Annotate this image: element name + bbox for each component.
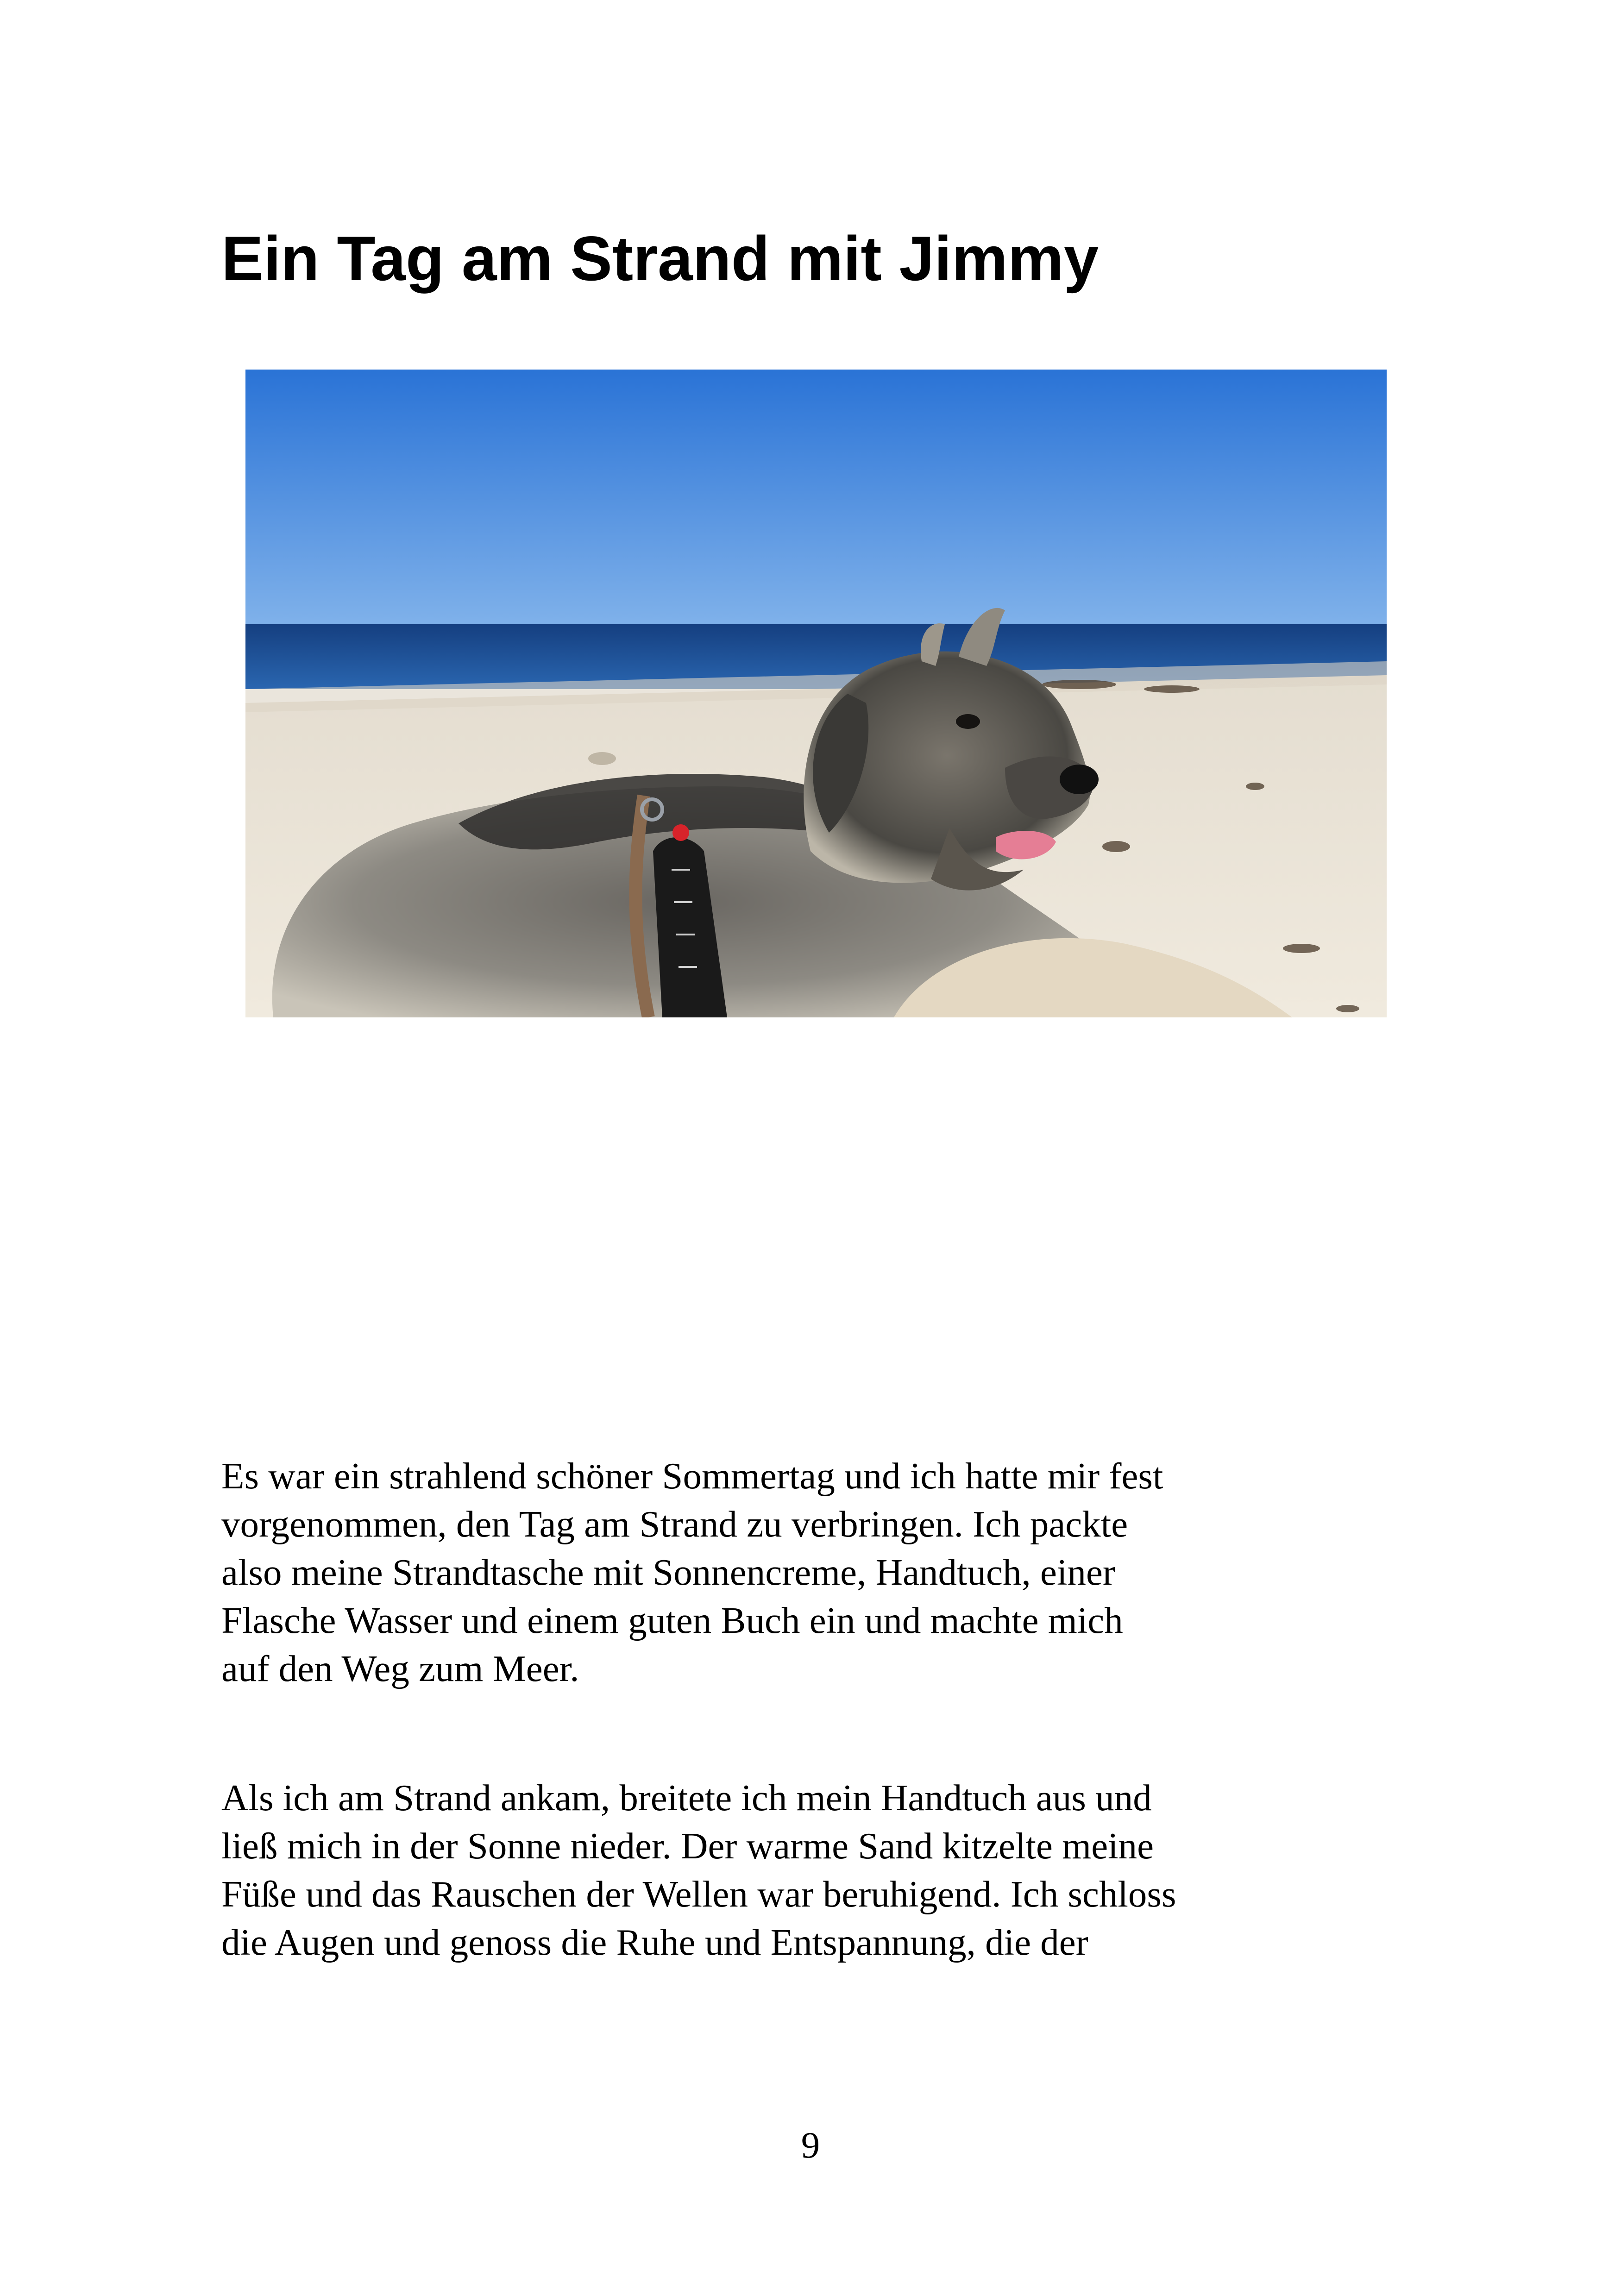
sky [245,370,1387,624]
dog-eye [956,714,980,729]
beach-dog-photo [245,370,1387,1017]
dog-nose [1060,765,1099,794]
paragraph-2: Als ich am Strand ankam, breitete ich mein Handtuch aus und ließ mich in der Sonne nieder. Der warme Sand kitzelte meine Füße und das Rauschen der Wellen war beruhigend. Ich schloss die Augen und genoss die Ruhe und Entspannung, die der [221,1777,1176,1963]
paragraph-1: Es war ein strahlend schöner Sommertag und ich hatte mir fest vorgenommen, den Tag am Strand zu verbringen. Ich packte also meine Strandtasche mit Sonnencreme, Handtuch, einer Flasche Wasser und einem guten Buch ein und machte mich auf den Weg zum Meer. [221,1455,1163,1689]
page-number: 9 [801,2124,820,2166]
page-title: Ein Tag am Strand mit Jimmy [221,223,1099,294]
